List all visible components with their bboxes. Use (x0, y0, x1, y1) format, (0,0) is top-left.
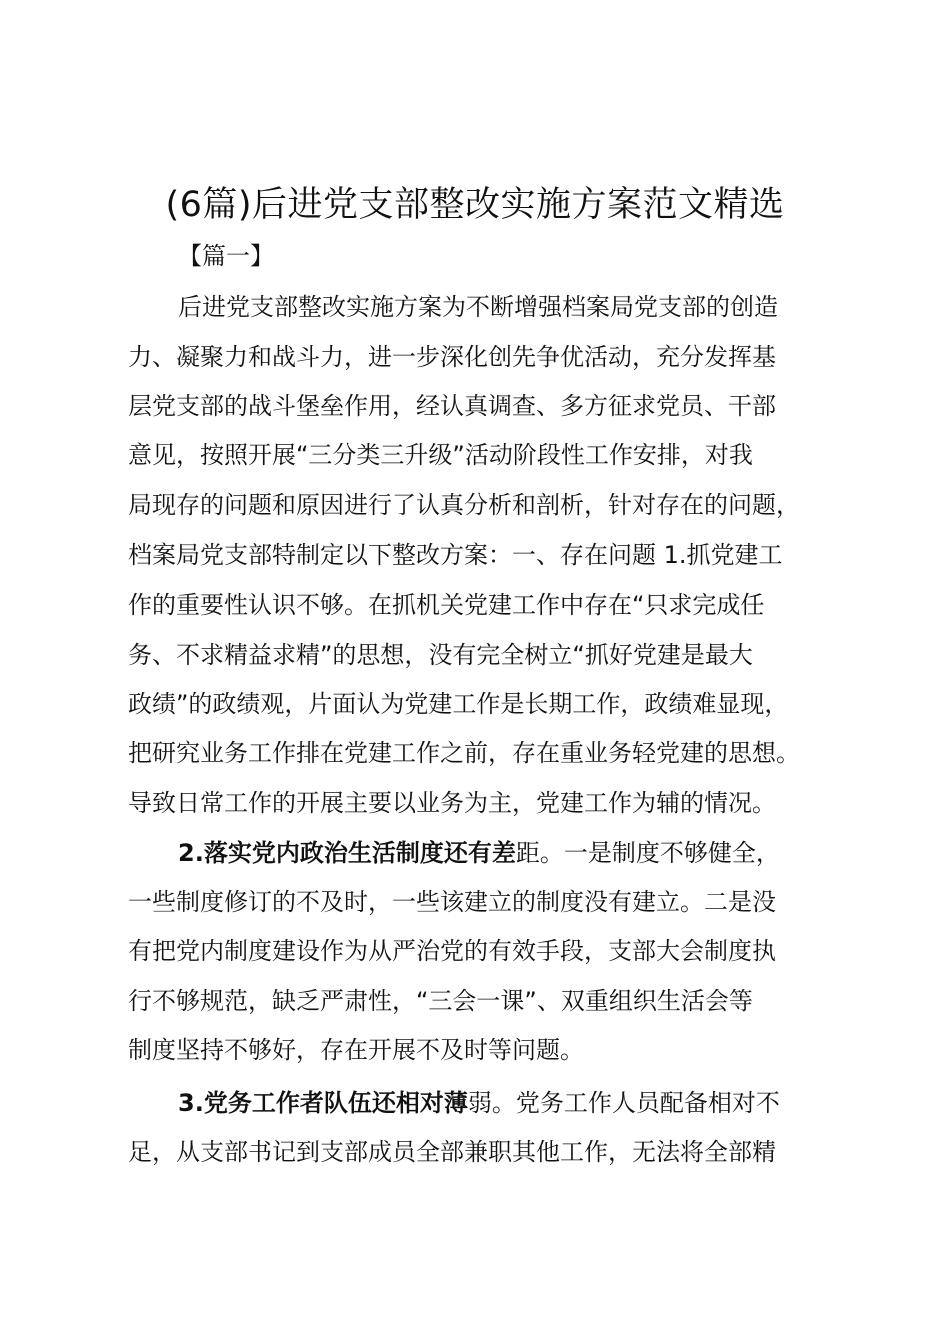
paragraph-line: 一些制度修订的不及时，一些该建立的制度没有建立。二是没 (128, 888, 776, 916)
paragraph-line: 层党支部的战斗堡垒作用，经认真调查、多方征求党员、干部 (128, 392, 776, 420)
paragraph-line: 足，从支部书记到支部成员全部兼职其他工作，无法将全部精 (128, 1138, 776, 1166)
paragraph-line: 导致日常工作的开展主要以业务为主，党建工作为辅的情况。 (128, 789, 776, 817)
point-2-text: 距。一是制度不够健全， (515, 839, 780, 867)
paragraph-line: 务、不求精益求精”的思想，没有完全树立“抓好党建是最大 (128, 641, 753, 669)
point-3-first-line (178, 1078, 780, 1128)
point-3-heading: 3.党务工作者队伍还相对薄 (178, 1089, 468, 1117)
point-2-first-line (178, 828, 780, 878)
paragraph-line: 后进党支部整改实施方案为不断增强档案局党支部的创造 (178, 293, 778, 321)
paragraph-line: 力、凝聚力和战斗力，进一步深化创先争优活动，充分发挥基 (128, 343, 776, 371)
paragraph-line: 有把党内制度建设作为从严治党的有效手段，支部大会制度执 (128, 937, 776, 965)
section-label: 【篇一】 (178, 242, 274, 270)
paragraph-line: 政绩”的政绩观，片面认为党建工作是长期工作，政绩难显现， (128, 690, 789, 718)
paragraph-line: 档案局党支部特制定以下整改方案：一、存在问题 1.抓党建工 (128, 541, 783, 569)
paragraph-line: 意见，按照开展“三分类三升级”活动阶段性工作安排，对我 (128, 441, 753, 469)
paragraph-line: 作的重要性认识不够。在抓机关党建工作中存在“只求完成任 (128, 591, 765, 619)
paragraph-line: 制度坚持不够好，存在开展不及时等问题。 (128, 1036, 584, 1064)
paragraph-line: 把研究业务工作排在党建工作之前，存在重业务轻党建的思想。 (128, 739, 800, 767)
point-3-text: 弱。党务工作人员配备相对不 (467, 1089, 780, 1117)
document-title: (6篇)后进党支部整改实施方案范文精选 (165, 185, 785, 225)
point-2-heading: 2.落实党内政治生活制度还有差 (178, 839, 516, 867)
paragraph-line: 行不够规范，缺乏严肃性，“三会一课”、双重组织生活会等 (128, 987, 753, 1015)
paragraph-line: 局现存的问题和原因进行了认真分析和剖析，针对存在的问题， (128, 491, 800, 519)
